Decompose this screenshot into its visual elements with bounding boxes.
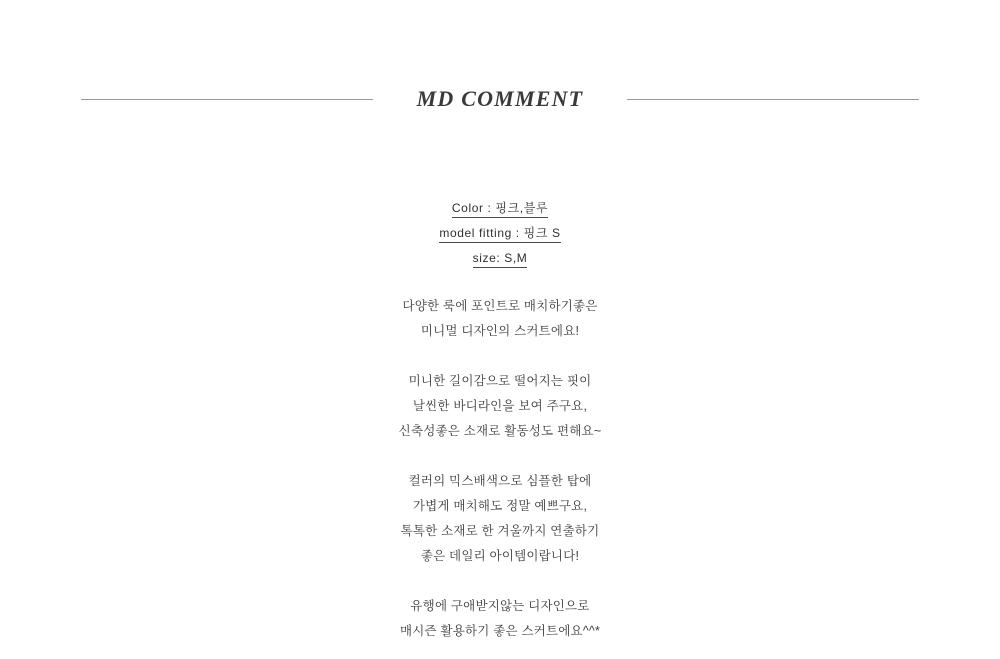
spec-size-text: size: S,M	[473, 251, 528, 268]
paragraph-3-line-2: 가볍게 매치해도 정말 예쁘구요,	[412, 499, 588, 513]
paragraph-3-line-4: 좋은 데일리 아이템이랍니다!	[420, 549, 580, 563]
paragraph-3	[0, 469, 1000, 569]
paragraph-3-line-1: 컬러의 믹스배색으로 심플한 탑에	[408, 474, 592, 488]
page-title: MD COMMENT	[416, 86, 584, 111]
paragraph-2	[0, 369, 1000, 444]
spec-model-fitting-text: model fitting : 핑크 S	[439, 226, 560, 243]
paragraph-2-line-2: 날씬한 바디라인을 보여 주구요,	[412, 399, 588, 413]
paragraph-4-line-1: 유행에 구애받지않는 디자인으로	[410, 599, 590, 613]
spec-color-text: Color : 핑크,블루	[452, 201, 548, 218]
md-comment-heading	[0, 86, 1000, 112]
spec-line-model-fitting	[0, 221, 1000, 246]
md-comment-body	[0, 294, 1000, 644]
paragraph-4	[0, 594, 1000, 644]
paragraph-1-line-2: 미니멀 디자인의 스커트에요!	[420, 324, 580, 338]
paragraph-3-line-3: 톡톡한 소재로 한 겨울까지 연출하기	[400, 524, 600, 538]
spec-line-color	[0, 196, 1000, 221]
paragraph-2-line-3: 신축성좋은 소재로 활동성도 편해요~	[398, 424, 602, 438]
paragraph-4-line-2: 매시즌 활용하기 좋은 스커트에요^^*	[399, 624, 601, 638]
paragraph-1	[0, 294, 1000, 344]
product-spec-block	[0, 196, 1000, 271]
paragraph-1-line-1: 다양한 룩에 포인트로 매치하기좋은	[402, 299, 598, 313]
heading-rule-right	[627, 99, 919, 100]
spec-line-size	[0, 246, 1000, 271]
paragraph-2-line-1: 미니한 길이감으로 떨어지는 핏이	[408, 374, 592, 388]
heading-rule-left	[81, 99, 373, 100]
